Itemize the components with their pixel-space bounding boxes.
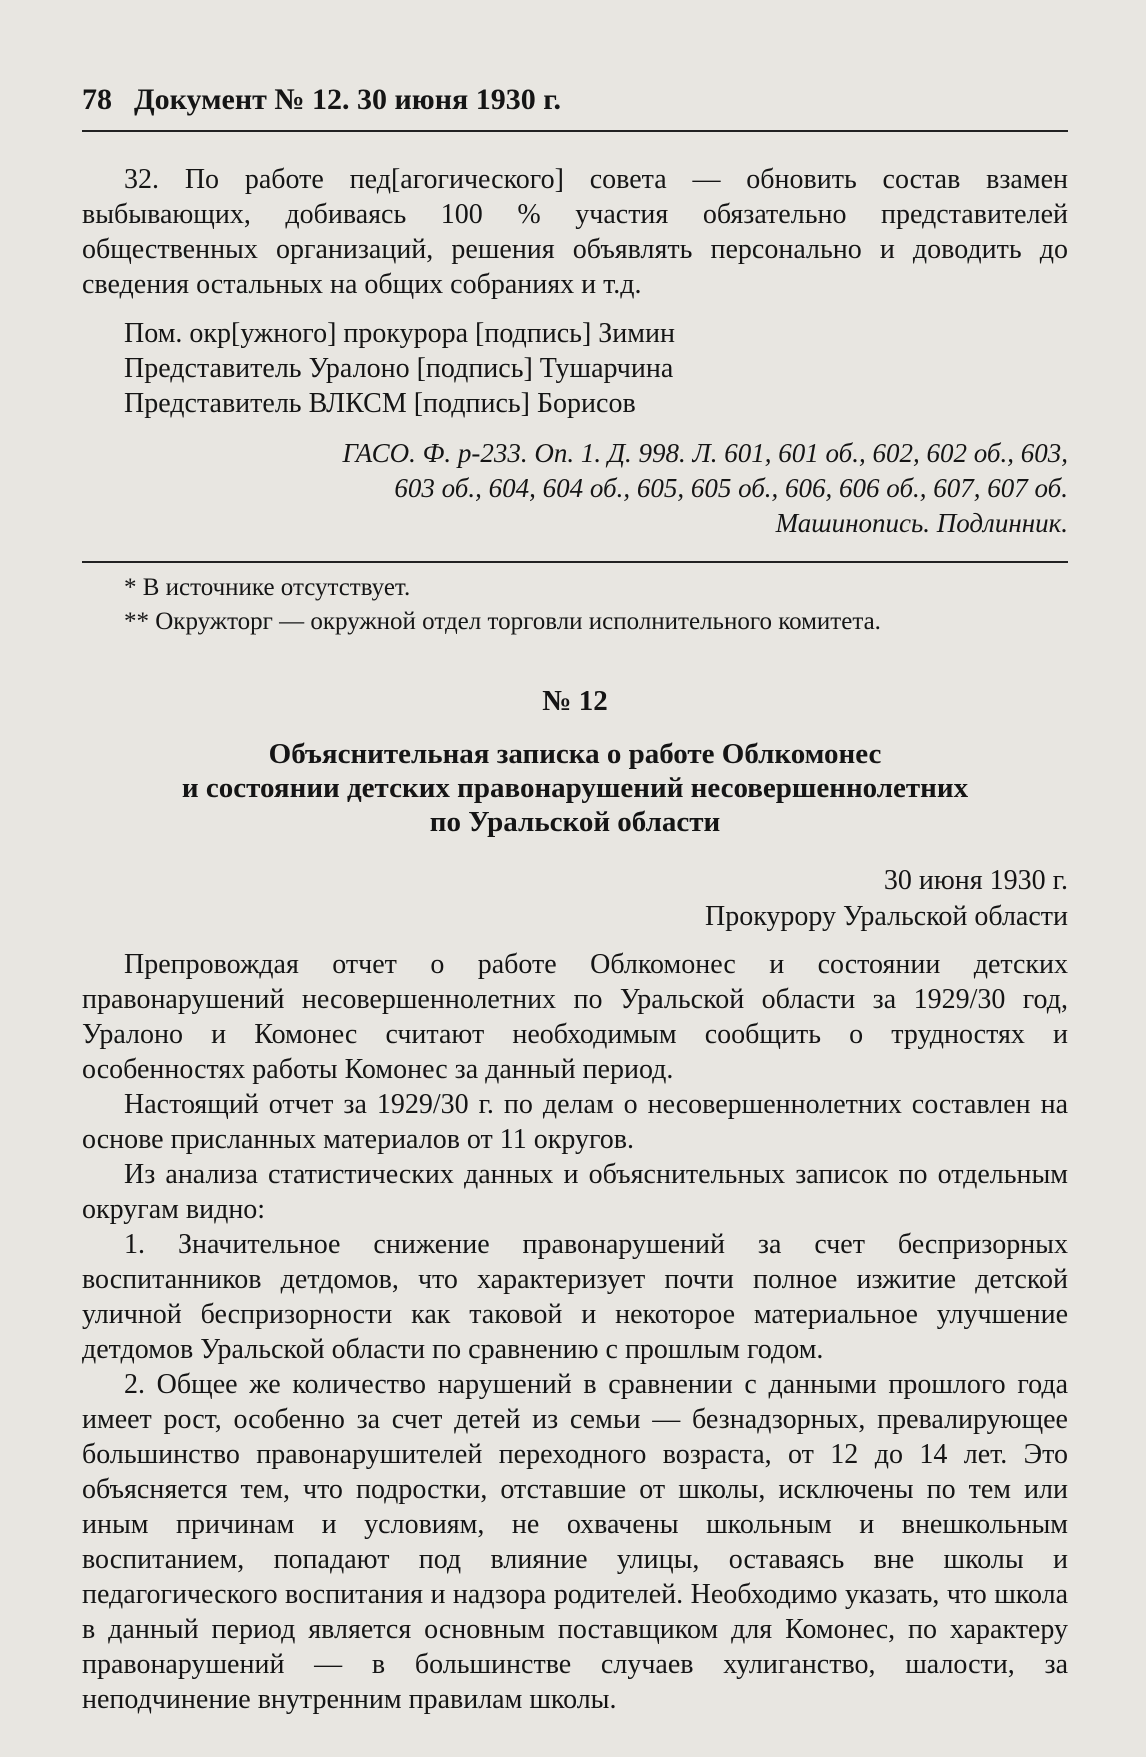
body-paragraph: Из анализа статистических данных и объяснительных записок по отдельным округам видно: [82, 1159, 1068, 1225]
source-line: 603 об., 604, 604 об., 605, 605 об., 606, 606 об., 607, 607 об. [394, 473, 1068, 503]
signature-line: Представитель ВЛКСМ [подпись] Борисов [124, 388, 636, 419]
running-title: Документ № 12. 30 июня 1930 г. [134, 83, 561, 116]
footnotes [82, 571, 1068, 639]
page-number: 78 [82, 83, 112, 116]
footnote: * В источнике отсутствует. [124, 574, 411, 601]
footnote: ** Окружторг — окружной отдел торговли исполнительного комитета. [124, 608, 881, 635]
source-line: Машинопись. Подлинник. [775, 508, 1068, 538]
document-body [82, 947, 1068, 1717]
title-line: по Уральской области [429, 806, 721, 838]
paragraph-32: 32. По работе пед[агогического] совета — обновить состав взамен выбывающих, добиваясь 100 % участия обязательно представителей общественных организаций, решения объявлять персонально и доводить до сведения остальных на общих собраниях и т.д. [82, 164, 1068, 300]
document-title [82, 737, 1068, 839]
signature-line: Представитель Уралоно [подпись] Тушарчина [124, 353, 674, 384]
document-date: 30 июня 1930 г. [883, 865, 1068, 896]
title-line: и состоянии детских правонарушений несовершеннолетних [181, 772, 969, 804]
body-paragraph: 1. Значительное снижение правонарушений за счет беспризорных воспитанников детдомов, что характеризует почти полное изжитие детской уличной беспризорности как таковой и некоторое материальное улучшение детдомов Уральской области по сравнению с прошлым годом. [82, 1229, 1068, 1365]
body-paragraph: Настоящий отчет за 1929/30 г. по делам о несовершеннолетних составлен на основе присланных материалов от 11 округов. [82, 1089, 1068, 1155]
signature-line: Пом. окр[ужного] прокурора [подпись] Зимин [124, 318, 675, 349]
title-line: Объяснительная записка о работе Облкомонес [268, 738, 882, 770]
previous-document-ending [82, 162, 1068, 421]
body-paragraph: 2. Общее же количество нарушений в сравнении с данными прошлого года имеет рост, особенно за счет детей из семьи — безнадзорных, превалирующее большинство правонарушителей переходного возраста, от 12 до 14 лет. Это объясняется тем, что подростки, отставшие от школы, исключены по тем или иным причинам и условиям, не охвачены школьным и внешкольным воспитанием, попадают под влияние улицы, оставаясь вне школы и педагогического воспитания и надзора родителей. Необходимо указать, что школа в данный период является основным поставщиком для Комонес, по характеру правонарушений — в большинстве случаев хулиганство, шалости, за неподчинение внутренним правилам школы. [82, 1369, 1068, 1715]
page-header [82, 80, 1068, 132]
document-number: № 12 [542, 685, 608, 717]
footnote-divider [82, 561, 1068, 563]
body-paragraph: Препровождая отчет о работе Облкомонес и состоянии детских правонарушений несовершеннолетних по Уральской области за 1929/30 год, Уралоно и Комонес считают необходимым сообщить о трудностях и особенностях работы Комонес за данный период. [82, 949, 1068, 1085]
addressee: Прокурору Уральской области [704, 901, 1068, 932]
source-line: ГАСО. Ф. р-233. Оп. 1. Д. 998. Л. 601, 601 об., 602, 602 об., 603, [342, 438, 1068, 468]
archival-source [82, 436, 1068, 541]
